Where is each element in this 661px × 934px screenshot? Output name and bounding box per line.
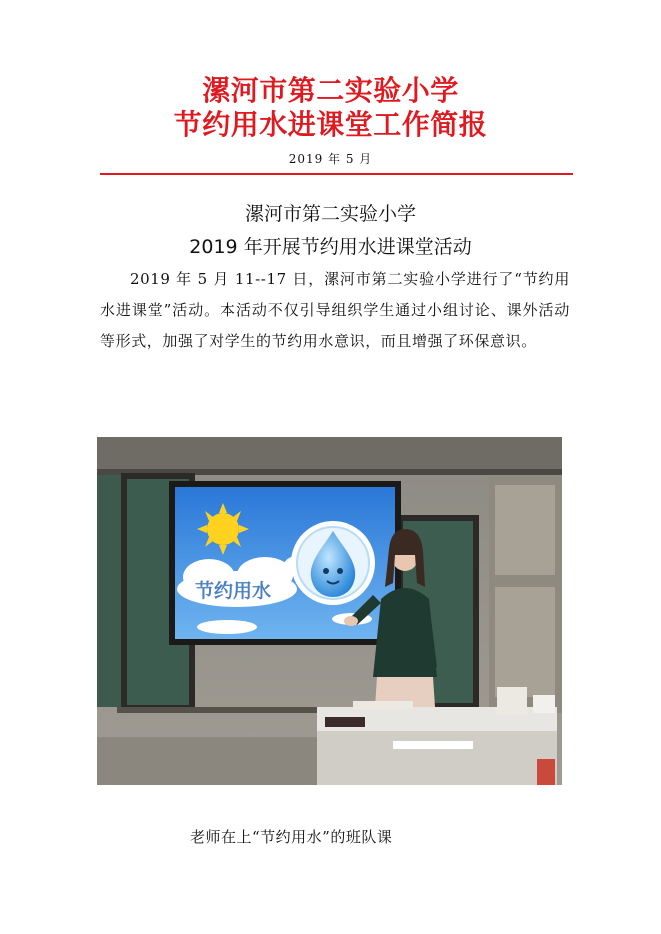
photo-caption: 老师在上“节约用水”的班队课 [190, 828, 393, 846]
article-title-line2: 2019 年开展节约用水进课堂活动 [189, 236, 472, 258]
article-title-line1: 漯河市第二实验小学 [244, 203, 416, 225]
issue-date: 2019 年 5 月 [288, 152, 373, 166]
newsletter-title-line2: 节约用水进课堂工作简报 [173, 108, 488, 141]
classroom-photo-illustration [97, 437, 562, 785]
article-body: 2019 年 5 月 11--17 日，漯河市第二实验小学进行了“节约用水进课堂”活动。本活动不仅引导组织学生通过小组讨论、课外活动等形式，加强了对学生的节约用水意识，而且增强了环保意识。 [100, 270, 570, 350]
header-divider [100, 173, 573, 175]
classroom-photo [97, 437, 562, 785]
slide-text: 节约用水 [195, 580, 272, 602]
newsletter-title-line1: 漯河市第二实验小学 [202, 74, 459, 107]
